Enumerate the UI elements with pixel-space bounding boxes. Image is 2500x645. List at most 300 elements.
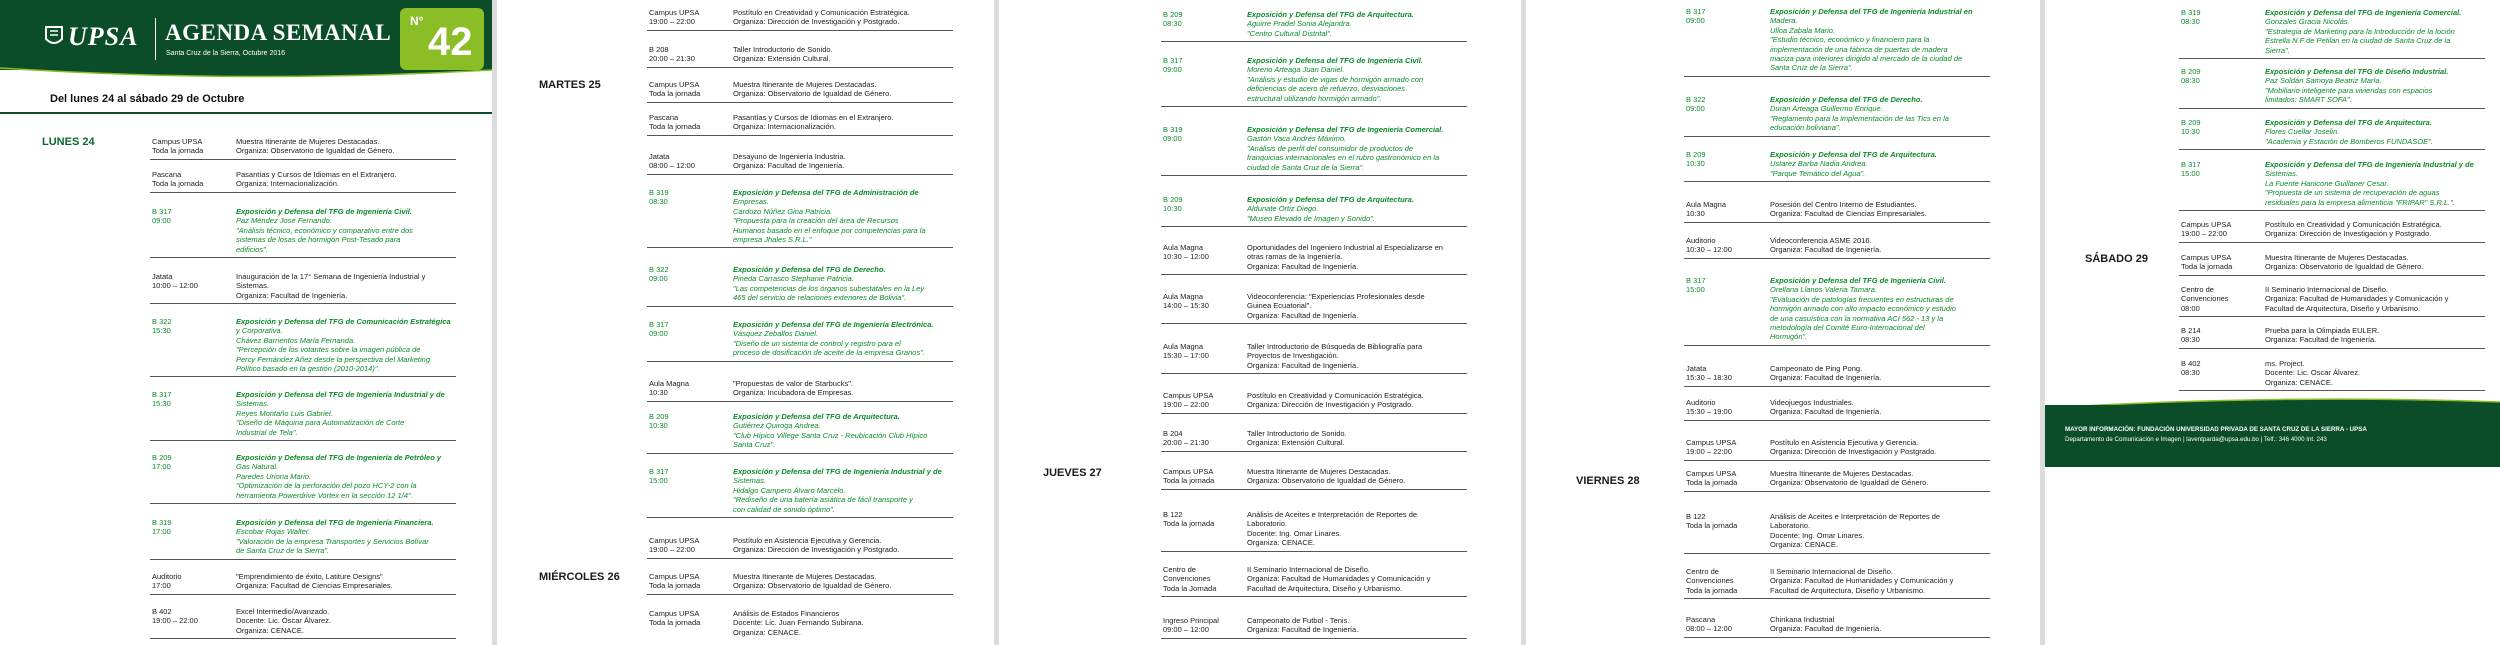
- day-heading: MARTES 25: [539, 79, 601, 91]
- entry-location-line: B 317: [649, 320, 669, 329]
- entry-divider: [647, 594, 953, 595]
- agenda-entry: [1686, 438, 2008, 457]
- entry-location-time: [649, 45, 733, 64]
- entry-divider: [647, 517, 953, 518]
- agenda-entry: [649, 265, 971, 303]
- entry-description-line: "Las competencias de los órganos subestatales en la Ley: [733, 283, 925, 293]
- entry-description: [2265, 118, 2500, 146]
- entry-description-line: Muestra Itinerante de Mujeres Destacadas.: [2265, 253, 2409, 262]
- agenda-entry: [2181, 8, 2500, 55]
- entry-location-time: [1686, 276, 1770, 342]
- agenda-entry: [2181, 326, 2500, 345]
- entry-description-line: Aguirre Pradel Sonia Alejandra.: [1247, 19, 1352, 29]
- entry-description-line: Organiza: Internacionalización.: [236, 179, 339, 189]
- entry-description-line: Organiza: Dirección de Investigación y Postgrado.: [2265, 229, 2432, 239]
- agenda-entry: [1686, 236, 2008, 255]
- entry-description-line: "Museo Elevado de Imagen y Sonido".: [1247, 213, 1375, 223]
- agenda-entry: [1686, 7, 2008, 73]
- entry-location-time: [1686, 364, 1770, 383]
- entry-location-time: [1163, 467, 1247, 486]
- entry-location-line: Campus UPSA: [1163, 467, 1214, 476]
- entry-description: [1770, 236, 2008, 255]
- agenda-entry: [1163, 429, 1485, 448]
- entry-location-line: 10:30: [1686, 209, 1705, 219]
- entry-location-line: 15:00: [2181, 169, 2200, 179]
- entry-location-time: [152, 453, 236, 500]
- entry-description-line: Oportunidades del Ingeniero Industrial al Especializarse en: [1247, 243, 1443, 252]
- entry-description-line: Chinkana Industrial: [1770, 615, 1835, 624]
- entry-location-line: 09:00: [1163, 134, 1182, 144]
- agenda-entry: [649, 45, 971, 64]
- entry-description-line: Docente: Lic. Oscar Álvarez.: [2265, 368, 2361, 378]
- agenda-entry: [1163, 56, 1485, 103]
- agenda-entry: [2181, 160, 2500, 207]
- entry-location-time: [1686, 150, 1770, 178]
- entry-divider: [647, 102, 953, 103]
- entry-description-line: Organiza: CENACE.: [1770, 540, 1838, 550]
- entry-description-line: educación boliviana".: [1770, 123, 1841, 133]
- entry-description: [236, 207, 474, 254]
- entry-description: [1770, 615, 2008, 634]
- entry-description-line: Muestra Itinerante de Mujeres Destacadas.: [733, 80, 877, 89]
- entry-description-line: Postítulo en Creatividad y Comunicación Estratégica.: [733, 8, 910, 17]
- entry-location-line: Campus UPSA: [152, 137, 203, 146]
- entry-divider: [150, 303, 456, 304]
- entry-divider: [1161, 274, 1467, 275]
- entry-location-line: Campus UPSA: [2181, 220, 2232, 229]
- entry-description-line: "Análisis de perfil del consumidor de productos de: [1247, 143, 1414, 153]
- agenda-entry: [1686, 95, 2008, 133]
- entry-description-line: Taller Introductorio de Sonido.: [1247, 429, 1347, 438]
- entry-description: [236, 518, 474, 556]
- entry-description-line: Duran Arteaga Guillermo Enrique.: [1770, 104, 1883, 114]
- agenda-entry: [2181, 118, 2500, 146]
- entry-description-line: Exposición y Defensa del TFG de Arquitectura.: [2265, 118, 2432, 127]
- entry-description-line: Videoconferencia: "Experiencias Profesionales desde: [1247, 292, 1425, 301]
- entry-description: [1247, 391, 1485, 410]
- entry-description-line: "Propuesta para la creación del área de Recursos: [733, 216, 899, 226]
- page-5: [2045, 0, 2500, 645]
- entry-description-line: Estrella N.F de Petilan en la ciudad de Santa Cruz de la: [2265, 36, 2451, 46]
- entry-location-time: [1163, 429, 1247, 448]
- entry-description-line: Organiza: Facultad de Ingeniería.: [1247, 261, 1359, 271]
- entry-description-line: "Análisis técnico, económico y comparativo entre dos: [236, 225, 413, 235]
- entry-description-line: ms. Project.: [2265, 359, 2305, 368]
- entry-description-line: Organiza: Observatorio de Igualdad de Género.: [1770, 478, 1929, 488]
- entry-location-line: 17:00: [152, 527, 171, 537]
- entry-location-time: [2181, 326, 2265, 345]
- entry-description-line: Organiza: CENACE.: [2265, 377, 2333, 387]
- entry-location-line: B 209: [1163, 195, 1183, 204]
- entry-location-line: B 317: [1686, 7, 1706, 16]
- entry-divider: [647, 361, 953, 362]
- entry-divider: [1684, 553, 1990, 554]
- entry-location-time: [1686, 615, 1770, 634]
- agenda-entry: [1163, 195, 1485, 223]
- entry-description: [236, 453, 474, 500]
- entry-description-line: Organiza: Extensión Cultural.: [1247, 438, 1345, 448]
- entry-location-line: Campus UPSA: [649, 536, 700, 545]
- entry-description-line: "Optimización de la perforación del pozo HCY-2 con la: [236, 481, 417, 491]
- entry-location-line: 19:00 – 22:00: [2181, 229, 2227, 239]
- entry-divider: [2179, 58, 2485, 59]
- entry-location-time: [152, 607, 236, 635]
- entry-description-line: Exposición y Defensa del TFG de Ingeniería Industrial en: [1770, 7, 1973, 16]
- entry-location-line: B 208: [649, 45, 669, 54]
- entry-description-line: II Seminario Internacional de Diseño.: [1247, 565, 1370, 574]
- entry-description-line: con calidad de sonido óptimo".: [733, 504, 835, 514]
- entry-description-line: Análisis de Aceites e Interpretación de Reportes de: [1770, 512, 1941, 521]
- entry-location-time: [649, 80, 733, 99]
- entry-description-line: de Santa Cruz de la Sierra".: [236, 546, 330, 556]
- entry-location-line: 08:30: [2181, 17, 2200, 27]
- entry-description-line: "Análisis y estudio de vigas de hormigón armado con: [1247, 74, 1424, 84]
- entry-location-time: [1686, 438, 1770, 457]
- entry-location-line: Campus UPSA: [2181, 253, 2232, 262]
- entry-description-line: Organiza: Facultad de Ingeniería.: [1770, 407, 1882, 417]
- entry-location-time: [1686, 200, 1770, 219]
- entry-divider: [2179, 316, 2485, 317]
- entry-description-line: Excel Intermedio/Avanzado.: [236, 607, 330, 616]
- entry-description-line: Organiza: Dirección de Investigación y Postgrado.: [1247, 400, 1414, 410]
- agenda-entry: [1163, 510, 1485, 548]
- entry-description-line: Posesión del Centro Interno de Estudiantes.: [1770, 200, 1917, 209]
- agenda-entry: [1163, 565, 1485, 593]
- entry-divider: [1684, 386, 1990, 387]
- day-heading: JUEVES 27: [1043, 467, 1102, 479]
- entry-description-line: Inauguración de la 17° Semana de Ingeniería Industrial y: [236, 272, 426, 281]
- entry-divider: [1684, 136, 1990, 137]
- entry-location-time: [2181, 67, 2265, 105]
- agenda-entry: [1686, 512, 2008, 550]
- entry-location-line: Centro de: [1686, 567, 1719, 576]
- entry-location-time: [649, 265, 733, 303]
- entry-location-line: B 317: [649, 467, 669, 476]
- entry-description-line: Sistemas.: [2265, 169, 2298, 179]
- entry-description-line: Chávez Barrientos María Fernanda.: [236, 335, 356, 345]
- agenda-entry: [1686, 615, 2008, 634]
- entry-location-time: [1163, 195, 1247, 223]
- entry-description-line: Postítulo en Creatividad y Comunicación Estratégica.: [1247, 391, 1424, 400]
- entry-location-line: Toda la jornada: [152, 179, 204, 189]
- entry-location-line: B 317: [152, 390, 172, 399]
- entry-description: [2265, 8, 2500, 55]
- day-heading: VIERNES 28: [1576, 475, 1640, 487]
- entry-location-time: [1686, 95, 1770, 133]
- entry-location-line: 08:30: [2181, 335, 2200, 345]
- entry-description: [1770, 567, 2008, 595]
- entry-divider: [150, 159, 456, 160]
- entry-description-line: Organiza: Facultad de Ingeniería.: [1770, 624, 1882, 634]
- agenda-entry: [649, 379, 971, 398]
- agenda-entry: [2181, 253, 2500, 272]
- entry-divider: [1684, 637, 1990, 638]
- entry-divider: [647, 30, 953, 31]
- entry-location-line: Toda la jornada: [649, 122, 701, 132]
- entry-description-line: Pineda Carrasco Stephanie Patricia.: [733, 274, 854, 284]
- entry-location-time: [1163, 243, 1247, 271]
- entry-description-line: "Mobiliario inteligente para viviendas con espacios: [2265, 85, 2433, 95]
- entry-description-line: Videoconferencia ASME 2016.: [1770, 236, 1872, 245]
- entry-location-line: 09:00: [1686, 16, 1705, 26]
- entry-location-time: [152, 272, 236, 300]
- entry-location-line: Toda la jornada: [649, 581, 701, 591]
- entry-description-line: Organiza: CENACE.: [236, 625, 304, 635]
- entry-description-line: Exposición y Defensa del TFG de Comunicación Estratégica: [236, 317, 451, 326]
- entry-description-line: metodología del Comité Euro-Internacional del: [1770, 323, 1925, 333]
- entry-divider: [150, 192, 456, 193]
- entry-divider: [647, 558, 953, 559]
- entry-description-line: "Academia y Estación de Bomberos FUNDASOE".: [2265, 136, 2433, 146]
- agenda-entry: [152, 170, 474, 189]
- agenda-entry: [1686, 150, 2008, 178]
- entry-description-line: Organiza: CENACE.: [1247, 538, 1315, 548]
- entry-location-line: 08:00 – 12:00: [1686, 624, 1732, 634]
- entry-location-line: Toda la jornada: [1163, 476, 1215, 486]
- entry-description-line: y Corporativa.: [236, 326, 283, 336]
- entry-divider: [2179, 348, 2485, 349]
- entry-description: [1247, 292, 1485, 320]
- entry-location-line: B 317: [2181, 160, 2201, 169]
- entry-description-line: Organiza: Extensión Cultural.: [733, 54, 831, 64]
- entry-description: [733, 113, 971, 132]
- entry-description: [1247, 429, 1485, 448]
- agenda-entry: [649, 8, 971, 27]
- entry-location-line: 09:00: [649, 329, 668, 339]
- entry-location-line: 15:30 – 17:00: [1163, 351, 1209, 361]
- entry-location-time: [152, 572, 236, 591]
- entry-description-line: Organiza: Incubadora de Empresas.: [733, 388, 854, 398]
- entry-location-line: Toda la jornada: [1686, 585, 1738, 595]
- entry-description: [1247, 10, 1485, 38]
- entry-description-line: Organiza: Observatorio de Igualdad de Género.: [2265, 262, 2424, 272]
- entry-location-line: 17:00: [152, 581, 171, 591]
- day-heading: MIÉRCOLES 26: [539, 571, 620, 583]
- entry-divider: [1684, 181, 1990, 182]
- entry-description-line: Gonzales Gracia Nicolás.: [2265, 17, 2350, 27]
- entry-description-line: Docente: Ing. Omar Linares.: [1770, 530, 1865, 540]
- entry-location-time: [152, 207, 236, 254]
- entry-divider: [2179, 390, 2485, 391]
- entry-divider: [1161, 551, 1467, 552]
- entry-description-line: Organiza: Facultad de Ingeniería.: [733, 161, 845, 171]
- entry-description-line: Facultad de Arquitectura, Diseño y Urbanismo.: [1770, 585, 1926, 595]
- entry-location-time: [649, 379, 733, 398]
- agenda-entry: [1686, 364, 2008, 383]
- entry-divider: [1684, 345, 1990, 346]
- entry-description: [2265, 253, 2500, 272]
- entry-location-line: 10:30: [649, 421, 668, 431]
- entry-divider: [1684, 420, 1990, 421]
- entry-location-line: 15:00: [649, 476, 668, 486]
- entry-location-line: 08:30: [649, 197, 668, 207]
- entry-description: [1247, 243, 1485, 271]
- entry-location-line: 10:30 – 12:00: [1163, 252, 1209, 262]
- entry-location-time: [649, 572, 733, 591]
- entry-location-line: 19:00 – 22:00: [152, 616, 198, 626]
- entry-description-line: Análisis de Aceites e Interpretación de Reportes de: [1247, 510, 1418, 519]
- entry-divider: [150, 440, 456, 441]
- entry-description: [733, 45, 971, 64]
- agenda-entry: [152, 207, 474, 254]
- entry-description-line: Organiza: CENACE.: [733, 627, 801, 637]
- entry-divider: [1161, 596, 1467, 597]
- entry-description: [1247, 342, 1485, 370]
- entry-divider: [2179, 242, 2485, 243]
- agenda-entry: [649, 152, 971, 171]
- entry-divider: [150, 638, 456, 639]
- entry-description-line: Humanos basado en el enfoque por competencias para la: [733, 225, 926, 235]
- entry-divider: [1684, 222, 1990, 223]
- entry-description-line: "Estrategia de Marketing para la Introducción de la loción: [2265, 26, 2455, 36]
- entry-location-line: 10:30 – 12:00: [1686, 245, 1732, 255]
- entry-description-line: Postítulo en Creatividad y Comunicación Estratégica.: [2265, 220, 2442, 229]
- entry-location-line: B 122: [1163, 510, 1183, 519]
- entry-description-line: "Percepción de los votantes sobre la imagen pública de: [236, 345, 421, 355]
- agenda-entry: [649, 536, 971, 555]
- agenda-entry: [2181, 285, 2500, 313]
- entry-description-line: Organiza: Facultad de Ciencias Empresariales.: [1770, 209, 1927, 219]
- entry-description-line: Docente: Lic. Juan Fernando Subirana.: [733, 618, 864, 628]
- agenda-entry: [1686, 398, 2008, 417]
- upsa-logo-icon: [44, 25, 64, 47]
- entry-description-line: herramienta Powerdrive Vortex en la sección 12 1/4".: [236, 490, 413, 500]
- entry-location-line: 15:30: [152, 399, 171, 409]
- entry-description-line: Muestra Itinerante de Mujeres Destacadas.: [236, 137, 380, 146]
- entry-description-line: sistemas de losas de hormigón Post-Tesado para: [236, 235, 401, 245]
- entry-location-time: [152, 518, 236, 556]
- entry-description: [1770, 7, 2008, 73]
- entry-divider: [150, 503, 456, 504]
- entry-description-line: Exposición y Defensa del TFG de Ingeniería Civil.: [1770, 276, 1946, 285]
- entry-description: [1247, 125, 1485, 172]
- entry-location-time: [2181, 118, 2265, 146]
- entry-description: [733, 467, 971, 514]
- entry-description-line: Guinea Ecuatorial".: [1247, 301, 1312, 311]
- entry-description-line: "Diseño de Máquina para Automatización de Corte: [236, 418, 405, 428]
- entry-location-line: 10:00 – 12:00: [152, 281, 198, 291]
- entry-description-line: "Centro Cultural Distrital".: [1247, 28, 1332, 38]
- entry-location-line: Auditorio: [152, 572, 182, 581]
- entry-location-line: Toda la jornada: [152, 146, 204, 156]
- entry-location-line: Toda la Jornada: [1163, 583, 1217, 593]
- entry-location-time: [152, 390, 236, 437]
- entry-description-line: Organiza: Facultad de Humanidades y Comunicación y: [1770, 576, 1954, 586]
- entry-description-line: Organiza: Facultad de Humanidades y Comunicación y: [2265, 294, 2449, 304]
- entry-location-line: Jatata: [1686, 364, 1707, 373]
- entry-description-line: Organiza: Facultad de Ingeniería.: [236, 290, 348, 300]
- entry-description-line: Exposición y Defensa del TFG de Arquitectura.: [1247, 195, 1414, 204]
- entry-description-line: Sistemas.: [236, 281, 269, 291]
- entry-location-line: 20:00 – 21:30: [1163, 438, 1209, 448]
- entry-location-line: Aula Magna: [1163, 292, 1204, 301]
- entry-description-line: Gas Natural.: [236, 462, 279, 472]
- entry-divider: [2179, 149, 2485, 150]
- entry-divider: [150, 257, 456, 258]
- entry-description-line: Organiza: Facultad de Ingeniería.: [1247, 625, 1359, 635]
- entry-location-line: B 122: [1686, 512, 1706, 521]
- entry-description-line: La Fuente Hanicone Guillaner Cesar.: [2265, 178, 2389, 188]
- entry-location-line: 17:00: [152, 462, 171, 472]
- entry-description-line: Organiza: Internacionalización.: [733, 122, 836, 132]
- entry-location-line: Pascana: [649, 113, 679, 122]
- entry-location-line: B 319: [2181, 8, 2201, 17]
- entry-location-time: [649, 467, 733, 514]
- entry-divider: [1161, 413, 1467, 414]
- agenda-entry: [1163, 10, 1485, 38]
- entry-location-line: 08:30: [2181, 76, 2200, 86]
- agenda-entry: [1163, 243, 1485, 271]
- entry-location-line: Centro de: [2181, 285, 2214, 294]
- entry-location-time: [1163, 125, 1247, 172]
- entry-description-line: "Club Hípico Villege Santa Cruz - Reubicación Club Hípico: [733, 430, 928, 440]
- entry-divider: [1684, 598, 1990, 599]
- entry-location-time: [649, 8, 733, 27]
- entry-divider: [647, 247, 953, 248]
- entry-description-line: residuales para la empresa alimenticia "FRIPAR" S.R.L.".: [2265, 197, 2456, 207]
- entry-description-line: Reyes Montaño Luis Gabriel.: [236, 408, 333, 418]
- agenda-entry: [1686, 276, 2008, 342]
- entry-location-line: B 402: [2181, 359, 2201, 368]
- entry-description-line: Sierra".: [2265, 45, 2290, 55]
- entry-location-line: Toda la jornada: [1163, 519, 1215, 529]
- entry-description-line: Santa Cruz".: [733, 440, 776, 450]
- issue-number: 42: [428, 20, 473, 64]
- entry-description: [1770, 364, 2008, 383]
- entry-description: [733, 379, 971, 398]
- entry-description: [2265, 359, 2500, 387]
- agenda-entry: [649, 320, 971, 358]
- entry-description-line: edificios".: [236, 244, 268, 254]
- entry-description-line: Taller Introductorio de Búsqueda de Bibliografía para: [1247, 342, 1423, 351]
- entry-description-line: "Diseño de un sistema de control y registro para el: [733, 338, 901, 348]
- entry-location-line: B 209: [152, 453, 172, 462]
- entry-description: [733, 536, 971, 555]
- entry-divider: [150, 376, 456, 377]
- entry-location-line: 08:30: [2181, 368, 2200, 378]
- entry-divider: [2179, 210, 2485, 211]
- entry-description-line: Proyectos de Investigación.: [1247, 351, 1339, 361]
- page-title: AGENDA SEMANAL: [165, 20, 392, 45]
- agenda-entry: [152, 518, 474, 556]
- entry-description-line: Vásquez Zeballos Daniel.: [733, 329, 819, 339]
- entry-location-line: Campus UPSA: [1163, 391, 1214, 400]
- entry-description-line: Organiza: Facultad de Ingeniería.: [1247, 360, 1359, 370]
- entry-description-line: Flores Cuellar Joselin.: [2265, 127, 2340, 137]
- entry-description-line: Político basado en la gestión (2010-2014)".: [236, 364, 380, 374]
- entry-description-line: limitados: SMART SOFA".: [2265, 95, 2352, 105]
- entry-location-line: 15:00: [1686, 285, 1705, 295]
- entry-location-line: Toda la jornada: [649, 89, 701, 99]
- agenda-entry: [649, 113, 971, 132]
- entry-location-time: [152, 170, 236, 189]
- entry-description-line: Exposición y Defensa del TFG de Diseño Industrial.: [2265, 67, 2449, 76]
- entry-location-line: Pascana: [1686, 615, 1716, 624]
- entry-description-line: Industrial de Tela".: [236, 427, 298, 437]
- entry-location-time: [1686, 7, 1770, 73]
- entry-location-line: B 322: [1686, 95, 1706, 104]
- entry-description: [2265, 326, 2500, 345]
- entry-description-line: Exposición y Defensa del TFG de Ingeniería de Petróleo y: [236, 453, 442, 462]
- page-subtitle: Santa Cruz de la Sierra, Octubre 2016: [166, 50, 286, 57]
- entry-location-time: [152, 317, 236, 373]
- entry-location-line: 15:30: [152, 326, 171, 336]
- entry-description-line: Organiza: Observatorio de Igualdad de Género.: [733, 581, 892, 591]
- entry-description: [733, 572, 971, 591]
- entry-location-line: Centro de: [1163, 565, 1196, 574]
- entry-description-line: maciza para interiores dirigido al mercado de la ciudad de: [1770, 54, 1963, 64]
- entry-description-line: Organiza: Facultad de Humanidades y Comunicación y: [1247, 574, 1431, 584]
